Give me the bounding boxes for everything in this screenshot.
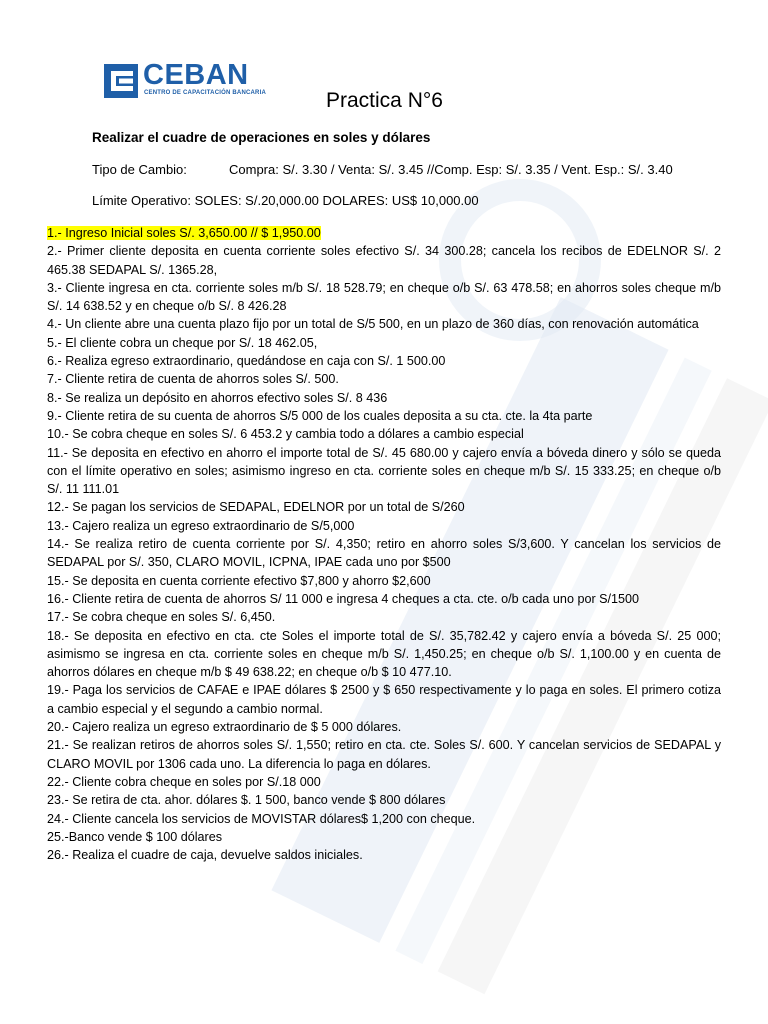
list-item: 10.- Se cobra cheque en soles S/. 6 453.2 y cambia todo a dólares a cambio especial (47, 427, 524, 442)
list-item: 13.- Cajero realiza un egreso extraordinario de S/5,000 (47, 518, 355, 533)
page-title: Practica N°6 (326, 89, 443, 112)
list-item: 16.- Cliente retira de cuenta de ahorros S/ 11 000 e ingresa 4 cheques a cta. cte. o/b cada uno por S/1500 (47, 591, 640, 606)
list-item: 22.- Cliente cobra cheque en soles por S/.18 000 (47, 774, 321, 789)
list-item: 18.- Se deposita en efectivo en cta. cte Soles el importe total de S/. 35,782.42 y cajero envía a bóveda S/. 25 000; asimismo se ingresa en cta. corriente soles en cheque m/b S/. 1,450.25; en cheque o/b S/. 1,100.00 y en cuenta de ahorros dólares en cheque m/b $ 49 638.22; en cheque o/b $ 10 477.10. (47, 628, 721, 680)
list-item: 17.- Se cobra cheque en soles S/. 6,450. (47, 610, 276, 625)
list-item: 6.- Realiza egreso extraordinario, quedándose en caja con S/. 1 500.00 (47, 354, 446, 369)
brand-tagline: CENTRO DE CAPACITACIÓN BANCARIA (144, 90, 266, 96)
operations-list (47, 224, 721, 864)
list-item: 23.- Se retira de cta. ahor. dólares $. 1 500, banco vende $ 800 dólares (47, 793, 446, 808)
exchange-rate-values: Compra: S/. 3.30 / Venta: S/. 3.45 //Comp. Esp: S/. 3.35 / Vent. Esp.: S/. 3.40 (229, 162, 673, 177)
ceban-logo-mark-icon (103, 63, 139, 99)
list-item: 3.- Cliente ingresa en cta. corriente soles m/b S/. 18 528.79; en cheque o/b S/. 63 478.58; en ahorros soles cheque m/b S/. 14 638.52 y en cheque o/b S/. 8 426.28 (47, 280, 721, 314)
operating-limit: Límite Operativo: SOLES: S/.20,000.00 DOLARES: US$ 10,000.00 (92, 193, 479, 208)
list-item: 8.- Se realiza un depósito en ahorros efectivo soles S/. 8 436 (47, 390, 388, 405)
list-item: 7.- Cliente retira de cuenta de ahorros soles S/. 500. (47, 372, 339, 387)
list-item: 2.- Primer cliente deposita en cuenta corriente soles efectivo S/. 34 300.28; cancela los recibos de EDELNOR S/. 2 465.38 SEDAPAL S/. 1365.28, (47, 244, 721, 277)
list-item: 21.- Se realizan retiros de ahorros soles S/. 1,550; retiro en cta. cte. Soles S/. 600. Y cancelan servicios de SEDAPAL y CLARO MOVIL por 1306 cada uno. La diferencia lo paga en dólares. (47, 738, 721, 771)
brand-name: CEBAN (143, 59, 249, 91)
list-item: 26.- Realiza el cuadre de caja, devuelve saldos iniciales. (47, 848, 363, 863)
list-item: 20.- Cajero realiza un egreso extraordinario de $ 5 000 dólares. (47, 720, 402, 735)
list-item: 5.- El cliente cobra un cheque por S/. 18 462.05, (47, 335, 318, 350)
list-item: 15.- Se deposita en cuenta corriente efectivo $7,800 y ahorro $2,600 (47, 573, 431, 588)
list-item: 9.- Cliente retira de su cuenta de ahorros S/5 000 de los cuales deposita a su cta. cte. la 4ta parte (47, 408, 593, 423)
list-item: 19.- Paga los servicios de CAFAE e IPAE dólares $ 2500 y $ 650 respectivamente y lo paga en soles. El primero cotiza a cambio especial y el segundo a cambio normal. (47, 683, 721, 716)
list-item: 24.- Cliente cancela los servicios de MOVISTAR dólares$ 1,200 con cheque. (47, 811, 476, 826)
list-item: 4.- Un cliente abre una cuenta plazo fijo por un total de S/5 500, en un plazo de 360 días, con renovación automática (47, 317, 699, 332)
ceban-logo (103, 59, 266, 101)
list-item: 25.-Banco vende $ 100 dólares (47, 829, 223, 844)
list-item: 14.- Se realiza retiro de cuenta corriente por S/. 4,350; retiro en ahorro soles S/3,600. Y cancelan los servicios de SEDAPAL por S/. 350, CLARO MOVIL, ICPNA, IPAE cada uno por $500 (47, 537, 721, 570)
list-item: 11.- Se deposita en efectivo en ahorro el importe total de S/. 45 680.00 y cajero envía a bóveda dinero y sólo se queda con el límite operativo en soles; asimismo ingreso en cta. corriente soles en cheque m/b S/. 15 333.25; en cheque o/b S/. 11 111.01 (47, 445, 721, 497)
list-item-text: 1.- Ingreso Inicial soles S/. 3,650.00 // $ 1,950.00 (47, 226, 321, 240)
list-item (47, 224, 721, 242)
exchange-rate-label: Tipo de Cambio: (92, 162, 187, 177)
page-subtitle: Realizar el cuadre de operaciones en soles y dólares (92, 130, 431, 145)
list-item: 12.- Se pagan los servicios de SEDAPAL, EDELNOR por un total de S/260 (47, 500, 465, 515)
